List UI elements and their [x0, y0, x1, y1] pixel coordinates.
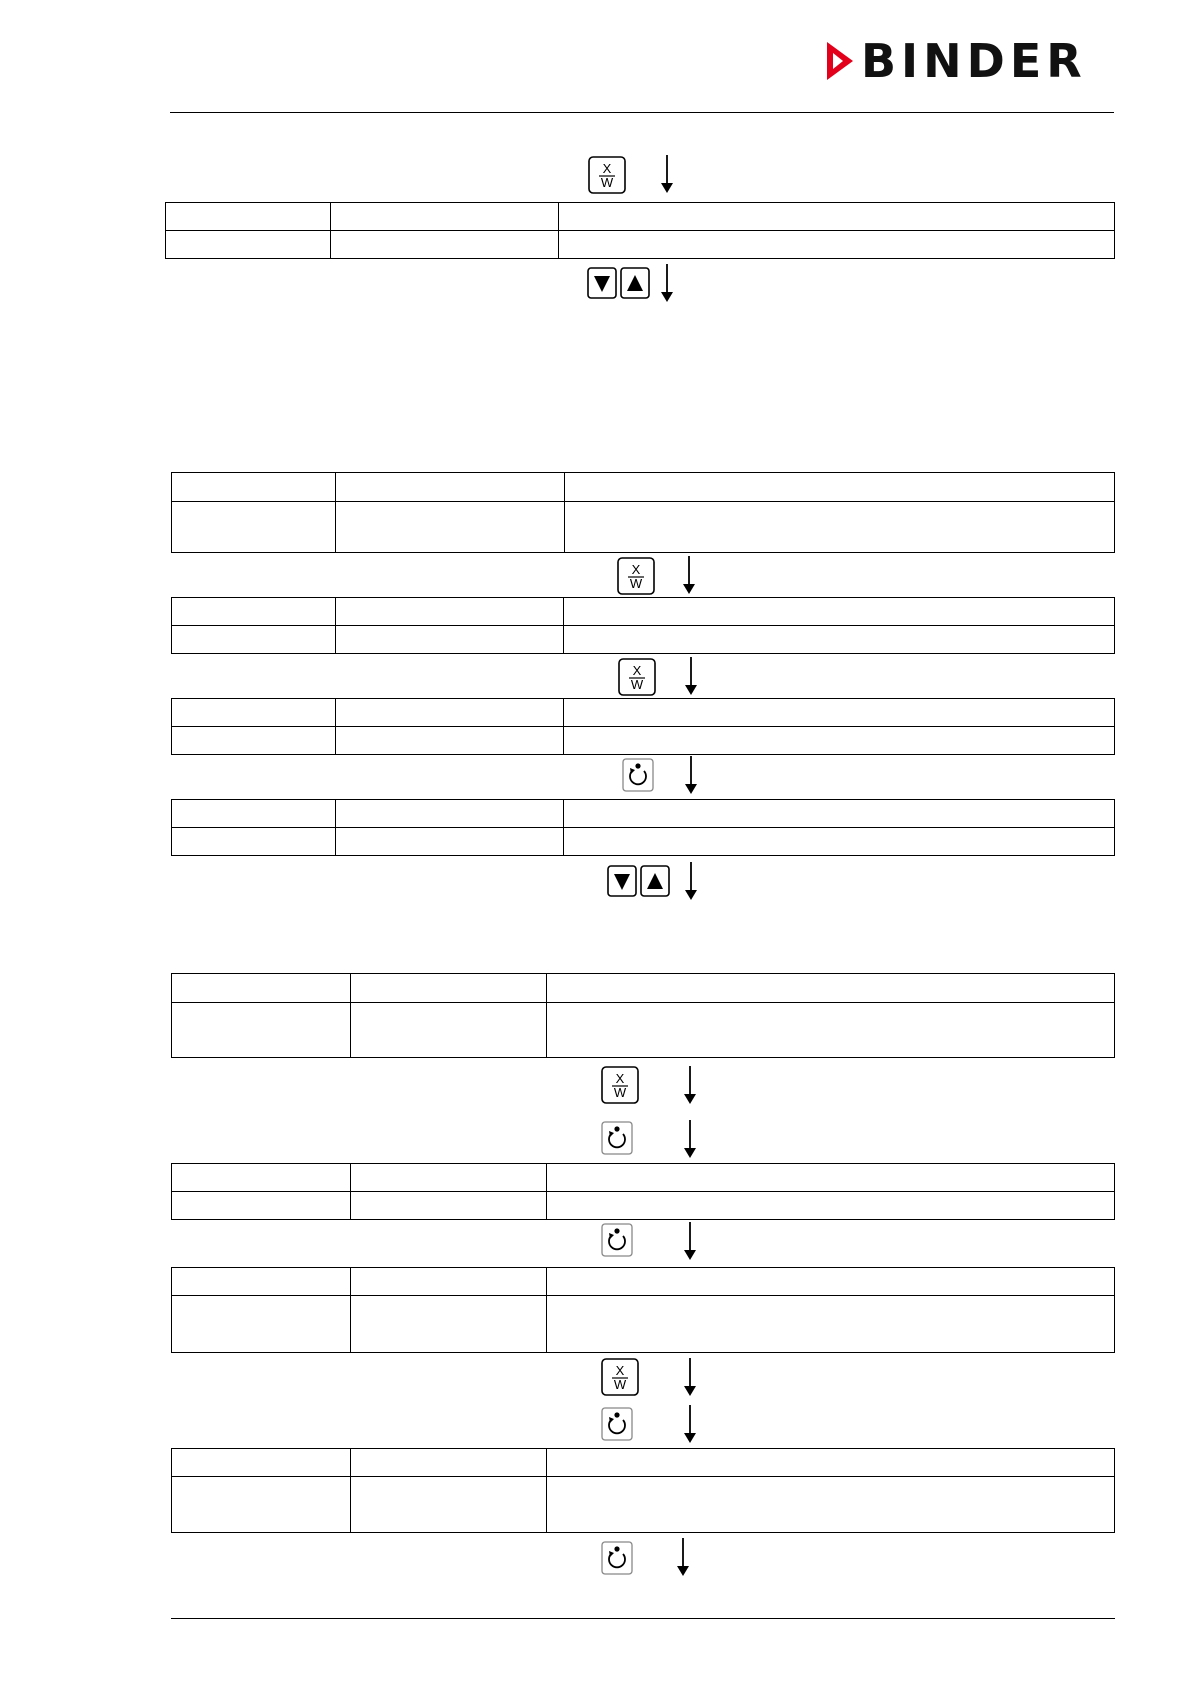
refresh-key-icon — [622, 758, 654, 792]
table-row — [172, 1192, 1115, 1220]
table-row — [172, 974, 1115, 1003]
data-table-9 — [171, 1448, 1115, 1533]
down-arrow-icon — [683, 1066, 697, 1104]
refresh-key-icon — [601, 1223, 633, 1257]
down-up-arrow-keys-icon — [607, 865, 671, 897]
table-row — [172, 828, 1115, 856]
table-row — [172, 502, 1115, 553]
data-table-1 — [165, 202, 1115, 259]
data-table-3 — [171, 597, 1115, 654]
footer-rule — [171, 1618, 1115, 1619]
down-arrow-icon — [660, 155, 674, 193]
svg-text:W: W — [630, 677, 644, 692]
refresh-key-icon — [601, 1407, 633, 1441]
table-row — [172, 1477, 1115, 1533]
table-row — [172, 1449, 1115, 1477]
down-arrow-icon — [684, 756, 698, 794]
svg-text:X: X — [615, 1363, 625, 1378]
exit-key-icon — [618, 658, 656, 696]
table-row — [172, 727, 1115, 755]
exit-key-icon — [601, 1358, 639, 1396]
brand-logo — [825, 34, 1087, 88]
table-row — [172, 800, 1115, 828]
down-arrow-icon — [660, 264, 674, 302]
table-row — [166, 203, 1115, 231]
down-arrow-icon — [683, 1358, 697, 1396]
table-row — [166, 231, 1115, 259]
exit-key-icon — [601, 1066, 639, 1104]
down-up-arrow-keys-icon — [587, 267, 651, 299]
table-row — [172, 626, 1115, 654]
down-arrow-icon — [684, 657, 698, 695]
svg-text:W: W — [600, 175, 614, 190]
brand-name: BINDER — [861, 34, 1087, 88]
svg-text:X: X — [631, 562, 641, 577]
svg-text:W: W — [613, 1377, 627, 1392]
down-arrow-icon — [684, 862, 698, 900]
down-arrow-icon — [683, 1222, 697, 1260]
svg-text:X: X — [602, 161, 612, 176]
down-arrow-icon — [683, 1120, 697, 1158]
table-row — [172, 699, 1115, 727]
svg-text:X: X — [632, 663, 642, 678]
data-table-6 — [171, 973, 1115, 1058]
data-table-2 — [171, 472, 1115, 553]
data-table-8 — [171, 1267, 1115, 1353]
down-arrow-icon — [682, 556, 696, 594]
down-arrow-icon — [683, 1405, 697, 1443]
exit-key-icon — [588, 156, 626, 194]
exit-key-icon — [617, 557, 655, 595]
data-table-7 — [171, 1163, 1115, 1220]
table-row — [172, 598, 1115, 626]
data-table-4 — [171, 698, 1115, 755]
table-row — [172, 1268, 1115, 1296]
down-arrow-icon — [676, 1538, 690, 1576]
data-table-5 — [171, 799, 1115, 856]
binder-logo-icon — [825, 40, 855, 82]
table-row — [172, 1164, 1115, 1192]
svg-text:W: W — [613, 1085, 627, 1100]
svg-text:W: W — [629, 576, 643, 591]
table-row — [172, 473, 1115, 502]
header-rule — [170, 112, 1114, 113]
svg-text:X: X — [615, 1071, 625, 1086]
refresh-key-icon — [601, 1121, 633, 1155]
table-row — [172, 1296, 1115, 1353]
refresh-key-icon — [601, 1541, 633, 1575]
table-row — [172, 1003, 1115, 1058]
